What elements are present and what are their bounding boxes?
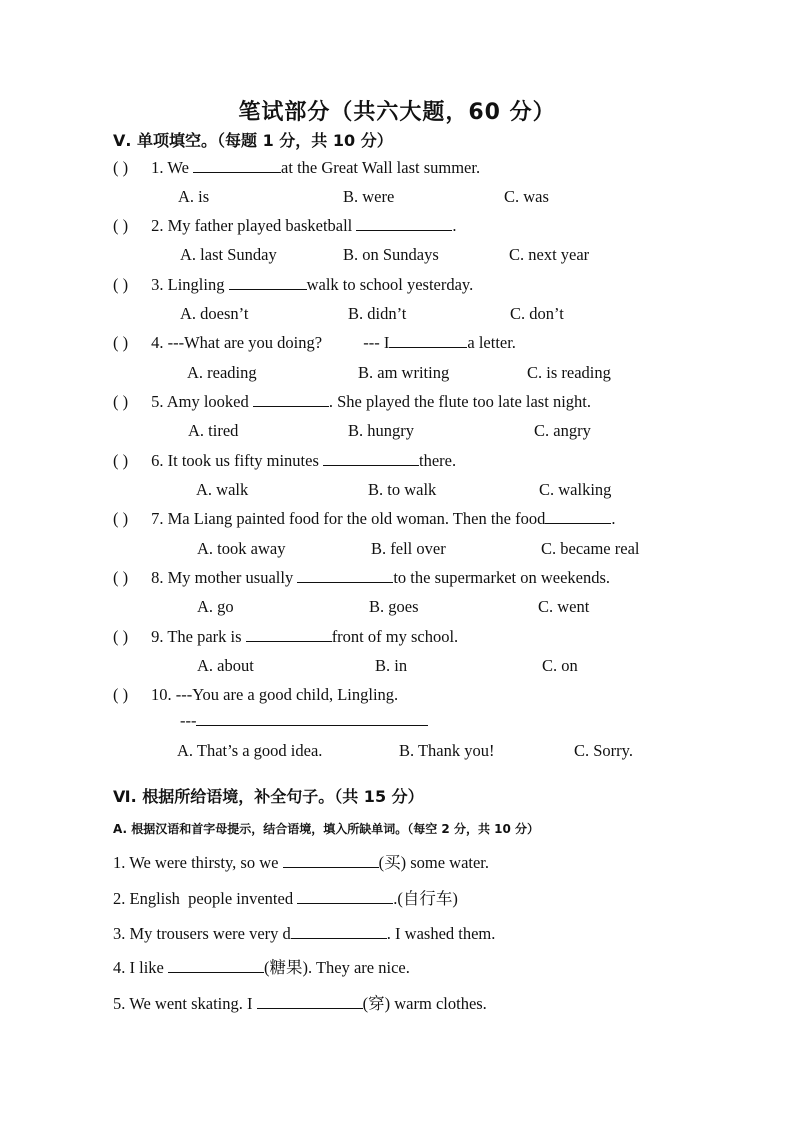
answer-paren[interactable]: ( )	[113, 627, 129, 646]
question-6	[113, 450, 456, 472]
fill-item-3	[113, 923, 495, 945]
question-5	[113, 391, 591, 413]
question-text-after: at the Great Wall last summer.	[281, 158, 481, 177]
option-a: A. walk	[196, 480, 249, 499]
option-c: C. next year	[509, 245, 590, 264]
answer-blank[interactable]	[253, 391, 329, 407]
answer-paren[interactable]: ( )	[113, 216, 129, 235]
fill-text-after: .(自行车)	[393, 889, 458, 908]
question-text: 6. It took us fifty minutes	[151, 451, 319, 470]
fill-text-after: (买) some water.	[378, 853, 490, 872]
question-2	[113, 215, 457, 237]
option-c: C. went	[538, 597, 590, 616]
option-b: B. didn’t	[348, 304, 407, 323]
answer-blank[interactable]	[389, 332, 467, 348]
question-text: 5. Amy looked	[151, 392, 249, 411]
answer-prefix: ---	[180, 711, 197, 730]
option-a: A. about	[197, 656, 254, 675]
option-c: C. angry	[534, 421, 591, 440]
fill-text-after: (糖果). They are nice.	[264, 958, 410, 977]
option-b: B. were	[343, 187, 395, 206]
option-b: B. am writing	[358, 363, 450, 382]
section-6-subheading: A. 根据汉语和首字母提示，结合语境，填入所缺单词。（每空 2 分，共 10 分）	[113, 822, 540, 836]
option-b: B. in	[375, 656, 408, 675]
option-a: A. reading	[187, 363, 257, 382]
fill-text-before: 4. I like	[113, 958, 164, 977]
option-a: A. doesn’t	[180, 304, 249, 323]
question-text: 7. Ma Liang painted food for the old woman. Then the food	[151, 509, 546, 528]
fill-item-5	[113, 993, 487, 1015]
answer-blank[interactable]	[229, 274, 307, 290]
option-b: B. on Sundays	[343, 245, 439, 264]
answer-blank[interactable]	[193, 157, 281, 173]
answer-paren[interactable]: ( )	[113, 685, 129, 704]
question-text: 9. The park is	[151, 627, 242, 646]
option-c: C. became real	[541, 539, 640, 558]
question-text-after: .	[611, 509, 616, 528]
option-c: C. was	[504, 187, 549, 206]
question-text: 10. ---You are a good child, Lingling.	[151, 685, 399, 704]
option-c: C. Sorry.	[574, 741, 633, 760]
question-text-after: front of my school.	[331, 627, 459, 646]
question-text: 2. My father played basketball	[151, 216, 353, 235]
question-text: 1. We	[151, 158, 189, 177]
option-a: A. go	[197, 597, 234, 616]
answer-blank[interactable]	[291, 923, 387, 939]
option-b: B. fell over	[371, 539, 446, 558]
answer-blank[interactable]	[297, 888, 393, 904]
question-text: 4. ---What are you doing? --- I	[151, 333, 390, 352]
fill-text-before: 3. My trousers were very d	[113, 924, 291, 943]
option-a: A. last Sunday	[180, 245, 277, 264]
question-text: 3. Lingling	[151, 275, 225, 294]
question-text-after: .	[452, 216, 457, 235]
option-a: A. That’s a good idea.	[177, 741, 323, 760]
section-5-heading: Ⅴ. 单项填空。（每题 1 分，共 10 分）	[113, 131, 393, 150]
fill-text-after: . I washed them.	[386, 924, 496, 943]
question-7	[113, 508, 615, 530]
answer-paren[interactable]: ( )	[113, 568, 129, 587]
fill-item-2	[113, 888, 458, 910]
question-10-answer-line	[180, 710, 428, 732]
question-text-after: there.	[419, 451, 457, 470]
question-text: 8. My mother usually	[151, 568, 294, 587]
answer-blank[interactable]	[545, 508, 611, 524]
fill-text-before: 5. We went skating. I	[113, 994, 253, 1013]
answer-blank[interactable]	[297, 567, 393, 583]
fill-text-after: (穿) warm clothes.	[362, 994, 487, 1013]
answer-paren[interactable]: ( )	[113, 392, 129, 411]
option-b: B. Thank you!	[399, 741, 495, 760]
option-a: A. tired	[188, 421, 239, 440]
answer-blank[interactable]	[323, 450, 419, 466]
question-3	[113, 274, 473, 296]
fill-text-before: 2. English people invented	[113, 889, 294, 908]
answer-blank[interactable]	[246, 626, 332, 642]
section-6-heading: Ⅵ. 根据所给语境，补全句子。（共 15 分）	[113, 787, 424, 806]
question-8	[113, 567, 610, 589]
question-1	[113, 157, 480, 179]
answer-paren[interactable]: ( )	[113, 509, 129, 528]
answer-blank[interactable]	[356, 215, 452, 231]
answer-blank[interactable]	[168, 957, 264, 973]
question-text-after: a letter.	[467, 333, 516, 352]
option-b: B. hungry	[348, 421, 414, 440]
option-a: A. took away	[197, 539, 286, 558]
fill-item-4	[113, 957, 410, 979]
question-text-after: . She played the flute too late last night.	[328, 392, 591, 411]
option-c: C. don’t	[510, 304, 564, 323]
option-c: C. walking	[539, 480, 612, 499]
option-c: C. is reading	[527, 363, 611, 382]
answer-paren[interactable]: ( )	[113, 333, 129, 352]
fill-item-1	[113, 852, 489, 874]
fill-text-before: 1. We were thirsty, so we	[113, 853, 279, 872]
answer-paren[interactable]: ( )	[113, 275, 129, 294]
question-text-after: to the supermarket on weekends.	[393, 568, 611, 587]
option-b: B. goes	[369, 597, 419, 616]
option-b: B. to walk	[368, 480, 437, 499]
question-4	[113, 332, 516, 354]
option-a: A. is	[178, 187, 210, 206]
question-9	[113, 626, 458, 648]
answer-blank[interactable]	[257, 993, 363, 1009]
answer-paren[interactable]: ( )	[113, 451, 129, 470]
option-c: C. on	[542, 656, 578, 675]
page-title: 笔试部分（共六大题，60 分）	[238, 100, 556, 125]
question-10	[113, 684, 398, 706]
answer-paren[interactable]: ( )	[113, 158, 129, 177]
question-text-after: walk to school yesterday.	[306, 275, 474, 294]
answer-blank[interactable]	[283, 852, 379, 868]
answer-blank[interactable]	[196, 710, 428, 726]
